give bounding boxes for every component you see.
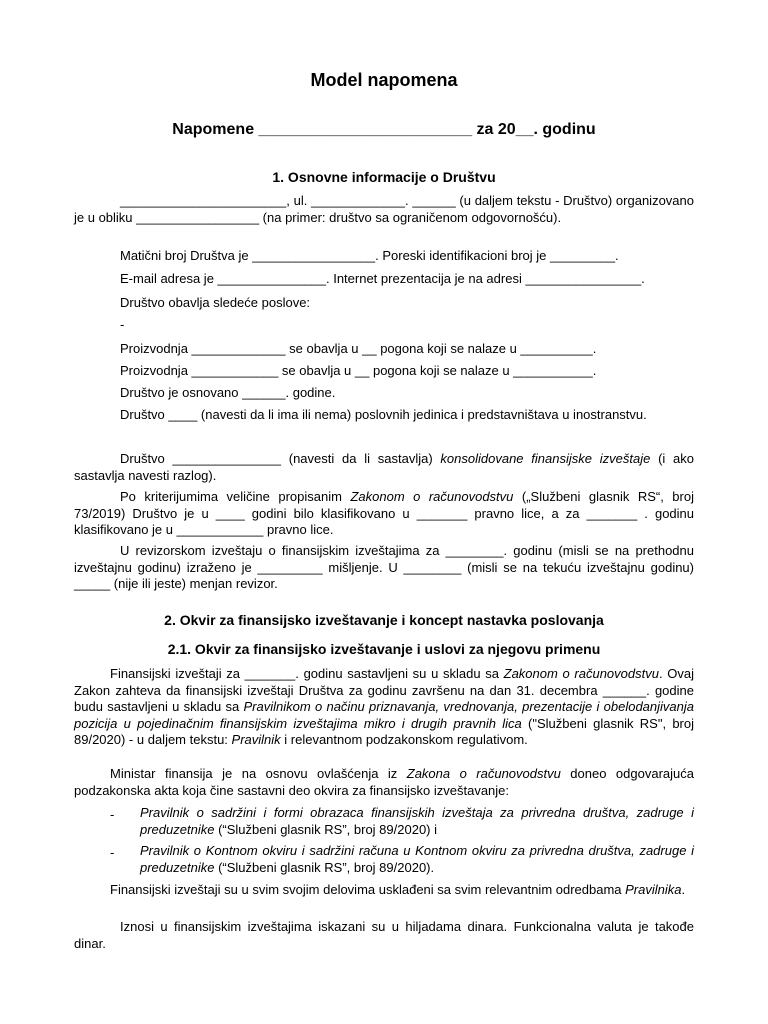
revizor-paragraph: U revizorskom izveštaju o finansijskim izveštajima za ________. godinu (misli se na prethodnu izveštajnu godinu) izraženo je _________ mišljenje. U ________ (misli se na tekuću izveštajnu godinu) _____ (nije ili jeste) menjan revizor. (74, 543, 694, 592)
konsolidovani-paragraph: Društvo _______________ (navesti da li sastavlja) konsolidovane finansijske izveštaje (i ako sastavlja navesti razlog). (74, 451, 695, 483)
bullet-item-1: Pravilnik o sadržini i formi obrazaca finansijskih izveštaja za privredna društva, zadruge i preduzetnike (“Službeni glasnik RS”, broj 89/2020) i (140, 805, 694, 837)
proizvodnja-line-1: Proizvodnja _____________ se obavlja u __ pogona koji se nalaze u __________. (120, 341, 597, 356)
poslovi-line: Društvo obavlja sledeće poslove: (120, 295, 311, 310)
section-1-heading: 1. Osnovne informacije o Društvu (272, 169, 496, 185)
uskladjeni-paragraph: Finansijski izveštaji su u svim svojim delovima usklađeni sa svim relevantnim odredbama Pravilnika. (110, 882, 686, 897)
kriterijumi-paragraph: Po kriterijumima veličine propisanim Zakonom o računovodstvu („Službeni glasnik RS“, broj 73/2019) Društvo je u ____ godini bilo klasifikovano u _______ pravno lice, a za _______ . godinu klasifikovano je u ____________ pravno lice. (74, 489, 694, 538)
osnovano-line: Društvo je osnovano ______. godine. (120, 385, 336, 400)
poslovi-dash: - (120, 317, 125, 332)
section-2-1-heading: 2.1. Okvir za finansijsko izveštavanje i uslovi za njegovu primenu (167, 641, 601, 657)
document-title: Model napomena (310, 70, 458, 90)
email-line: E-mail adresa je _______________. Internet prezentacija je na adresi ________________. (120, 271, 645, 286)
maticni-broj-line: Matični broj Društva je _________________. Poreski identifikacioni broj je _________. (120, 248, 619, 263)
okvir-paragraph-1: Finansijski izveštaji za _______. godinu sastavljeni su u skladu sa Zakonom o računovodstvu. Ovaj Zakon zahteva da finansijski izveštaji Društva za godinu završenu na dan 31. decembra ______. godine budu sastavljeni u skladu sa Pravilnikom o načinu priznavanja, vrednovanja, prezentacije i obelodanjivanja pozicija u pojedinačnim finansijskim izveštajima mikro i drugih pravnih lica ("Službeni glasnik RS", broj 89/2020) - u daljem tekstu: Pravilnik i relevantnom podzakonskom regulativom. (74, 666, 695, 748)
section-2-heading: 2. Okvir za finansijsko izveštavanje i koncept nastavka poslovanja (164, 612, 604, 628)
bullet-marker: - (110, 807, 115, 822)
bullet-item-2: Pravilnik o Kontnom okviru i sadržini računa u Kontnom okviru za privredna društva, zadruge i preduzetnike (“Službeni glasnik RS”, broj 89/2020). (140, 843, 694, 875)
bullet-marker: - (110, 845, 115, 860)
proizvodnja-line-2: Proizvodnja ____________ se obavlja u __ pogona koji se nalaze u ___________. (120, 363, 597, 378)
jedinice-line: Društvo ____ (navesti da li ima ili nema) poslovnih jedinica i predstavništava u inostranstvu. (120, 407, 647, 422)
okvir-paragraph-2: Ministar finansija je na osnovu ovlašćenja iz Zakona o računovodstvu doneo odgovarajuća podzakonska akta koja čine sastavni deo okvira za finansijsko izveštavanje: (74, 766, 694, 798)
section-1-intro: _______________________, ul. _____________. ______ (u daljem tekstu - Društvo) organizovano je u obliku _________________ (na primer: društvo sa ograničenom odgovornošću). (74, 193, 694, 225)
document-subtitle: Napomene ________________________ za 20__. godinu (172, 121, 596, 138)
iznosi-paragraph: Iznosi u finansijskim izveštajima iskazani su u hiljadama dinara. Funkcionalna valuta je takođe dinar. (74, 919, 694, 951)
